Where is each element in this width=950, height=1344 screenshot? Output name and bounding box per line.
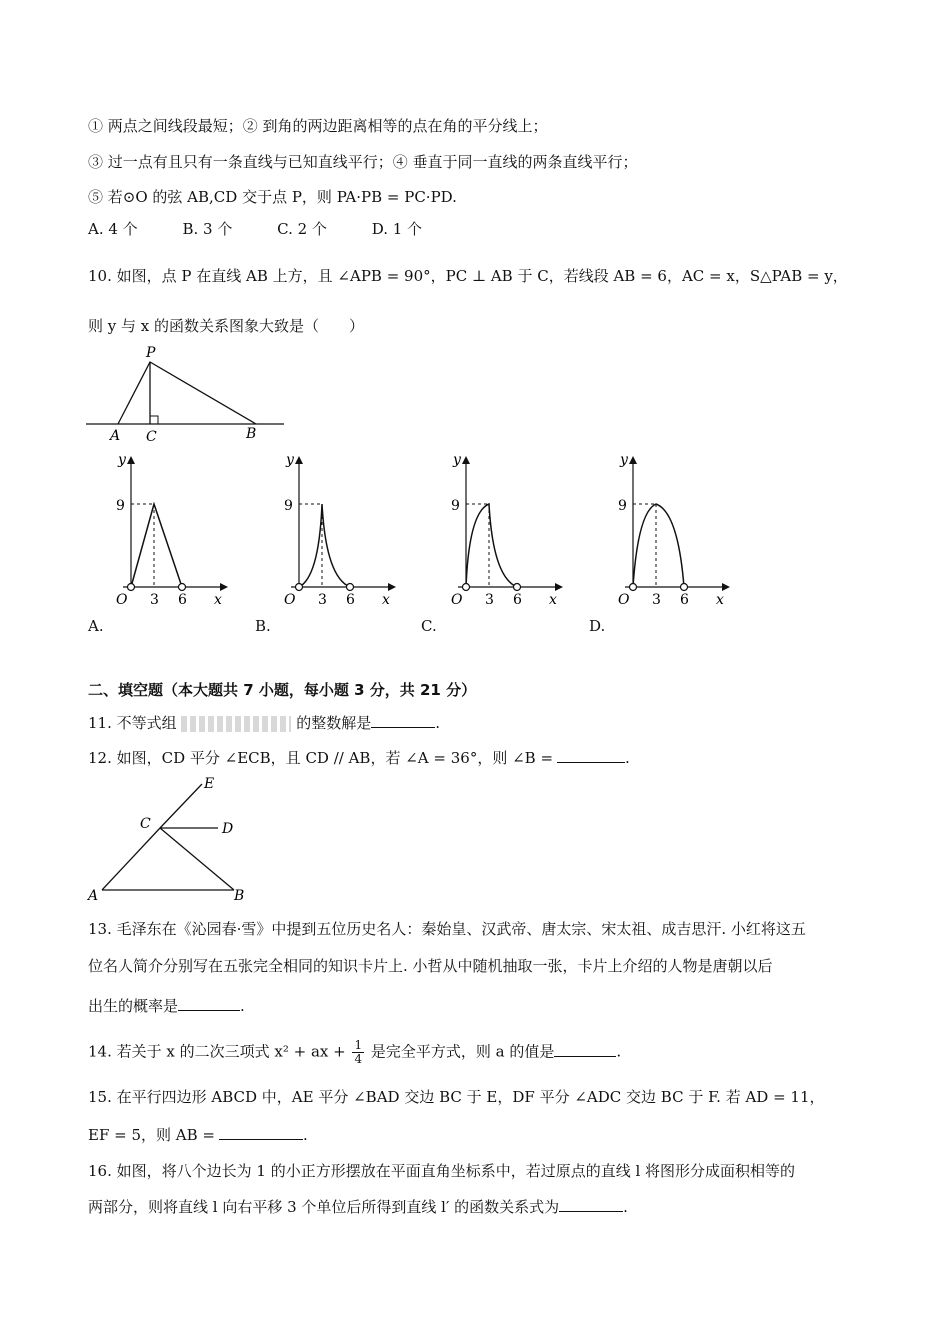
q14-frac-denominator: 4 xyxy=(354,1052,363,1066)
graph-b-x-label: x xyxy=(382,592,390,608)
q12-label-a: A xyxy=(88,888,99,904)
q12-end: . xyxy=(625,749,630,767)
inequality-system-image xyxy=(181,716,291,732)
graph-d-x-label: x xyxy=(716,592,724,608)
q13-line-1: 13. 毛泽东在《沁园春·雪》中提到五位历史名人：秦始皇、汉武帝、唐太宗、宋太祖、成吉思汗. 小红将这五 xyxy=(88,920,806,938)
q12-label-d: D xyxy=(222,821,234,837)
q9-statement-5: ⑤ 若⊙O 的弦 AB,CD 交于点 P，则 PA·PB = PC·PD. xyxy=(88,188,457,206)
q14-suffix: 是完全平方式，则 a 的值是 xyxy=(370,1042,555,1061)
q13-answer-blank[interactable] xyxy=(178,996,240,1011)
q15-end: . xyxy=(302,1126,308,1144)
q9-option-c: C. 2 个 xyxy=(277,220,327,238)
graph-a-origin-label: O xyxy=(116,592,128,608)
q14-frac-numerator: 1 xyxy=(354,1038,363,1052)
q10-option-c: C. xyxy=(421,617,437,635)
q9-options xyxy=(88,219,462,239)
q13-end: . xyxy=(240,997,245,1015)
q10-option-b: B. xyxy=(255,617,271,635)
q14-end: . xyxy=(616,1042,622,1061)
q11-end: . xyxy=(435,714,440,732)
q9-statement-3: ③ 过一点有且只有一条直线与已知直线平行；④ 垂直于同一直线的两条直线平行； xyxy=(88,153,638,171)
q10-line-2: 则 y 与 x 的函数关系图象大致是（ ） xyxy=(88,317,365,335)
graph-d-tick-6: 6 xyxy=(680,592,689,608)
q10-graph-a xyxy=(96,452,246,612)
q11-suffix: 的整数解是 xyxy=(296,714,372,732)
q9-option-a: A. 4 个 xyxy=(88,220,138,238)
graph-a-x-label: x xyxy=(214,592,222,608)
q15-line-1: 15. 在平行四边形 ABCD 中，AE 平分 ∠BAD 交边 BC 于 E，DF 平分 ∠ADC 交边 BC 于 F. 若 AD = 11， xyxy=(88,1088,825,1106)
q14-prefix: 14. 若关于 x 的二次三项式 x² + ax + xyxy=(88,1042,351,1061)
q12-label-b: B xyxy=(234,888,245,904)
section-2-title: 二、填空题（本大题共 7 小题，每小题 3 分，共 21 分） xyxy=(88,681,477,699)
q12-label-e: E xyxy=(204,776,215,792)
graph-c-x-label: x xyxy=(549,592,557,608)
graph-c-peak-label: 9 xyxy=(451,498,460,514)
graph-d-peak-label: 9 xyxy=(618,498,627,514)
q14-answer-blank[interactable] xyxy=(554,1042,616,1057)
q13-line-3-text: 出生的概率是 xyxy=(88,997,179,1015)
q10-triangle-figure xyxy=(80,342,290,447)
q16-answer-blank[interactable] xyxy=(559,1197,623,1212)
q9-statement-1: ① 两点之间线段最短；② 到角的两边距离相等的点在角的平分线上； xyxy=(88,117,548,135)
q14-fraction xyxy=(352,1039,364,1066)
q10-label-b: B xyxy=(246,426,257,442)
graph-b-tick-3: 3 xyxy=(318,592,327,608)
q10-graph-d xyxy=(598,452,748,612)
q10-label-p: P xyxy=(146,345,156,361)
q15-line-2-text: EF = 5，则 AB = xyxy=(88,1126,215,1144)
q12-line xyxy=(88,748,630,768)
graph-c-tick-3: 3 xyxy=(485,592,494,608)
q10-label-c: C xyxy=(146,429,157,445)
graph-a-tick-3: 3 xyxy=(150,592,159,608)
q16-line-2 xyxy=(88,1197,628,1217)
q10-label-a: A xyxy=(110,428,121,444)
q9-option-b: B. 3 个 xyxy=(182,220,233,238)
q10-line-1: 10. 如图，点 P 在直线 AB 上方，且 ∠APB = 90°，PC ⊥ AB 于 C，若线段 AB = 6，AC = x，S△PAB = y， xyxy=(88,267,848,285)
q16-line-2-text: 两部分，则将直线 l 向右平移 3 个单位后所得到直线 l′ 的函数关系式为 xyxy=(88,1198,560,1216)
q15-line-2 xyxy=(88,1125,308,1145)
q12-answer-blank[interactable] xyxy=(557,748,625,763)
q16-line-1: 16. 如图，将八个边长为 1 的小正方形摆放在平面直角坐标系中，若过原点的直线 l 将图形分成面积相等的 xyxy=(88,1162,796,1180)
graph-a-peak-label: 9 xyxy=(116,498,125,514)
graph-d-tick-3: 3 xyxy=(652,592,661,608)
q10-graph-b xyxy=(264,452,414,612)
q11-answer-blank[interactable] xyxy=(371,713,435,728)
q11-prefix: 11. 不等式组 xyxy=(88,714,177,732)
graph-a-tick-6: 6 xyxy=(178,592,187,608)
graph-b-y-label: y xyxy=(286,452,294,468)
graph-b-tick-6: 6 xyxy=(346,592,355,608)
graph-a-y-label: y xyxy=(118,452,126,468)
graph-d-y-label: y xyxy=(620,452,628,468)
graph-b-origin-label: O xyxy=(284,592,296,608)
q10-option-a: A. xyxy=(88,617,104,635)
q10-option-d: D. xyxy=(589,617,606,635)
q9-option-d: D. 1 个 xyxy=(371,220,423,238)
graph-c-origin-label: O xyxy=(451,592,463,608)
q13-line-2: 位名人简介分别写在五张完全相同的知识卡片上. 小哲从中随机抽取一张，卡片上介绍的人物是唐朝以后 xyxy=(88,957,773,975)
graph-b-peak-label: 9 xyxy=(284,498,293,514)
q15-answer-blank[interactable] xyxy=(219,1125,303,1140)
q13-line-3 xyxy=(88,996,245,1016)
graph-c-tick-6: 6 xyxy=(513,592,522,608)
graph-c-y-label: y xyxy=(453,452,461,468)
q12-text: 12. 如图，CD 平分 ∠ECB，且 CD // AB，若 ∠A = 36°，则 ∠B = xyxy=(88,749,554,767)
q12-label-c: C xyxy=(140,816,151,832)
graph-d-origin-label: O xyxy=(618,592,630,608)
q11-line xyxy=(88,713,440,733)
q14-line xyxy=(88,1039,621,1066)
q12-figure xyxy=(84,772,254,904)
q10-graph-c xyxy=(431,452,581,612)
q16-end: . xyxy=(623,1198,628,1216)
